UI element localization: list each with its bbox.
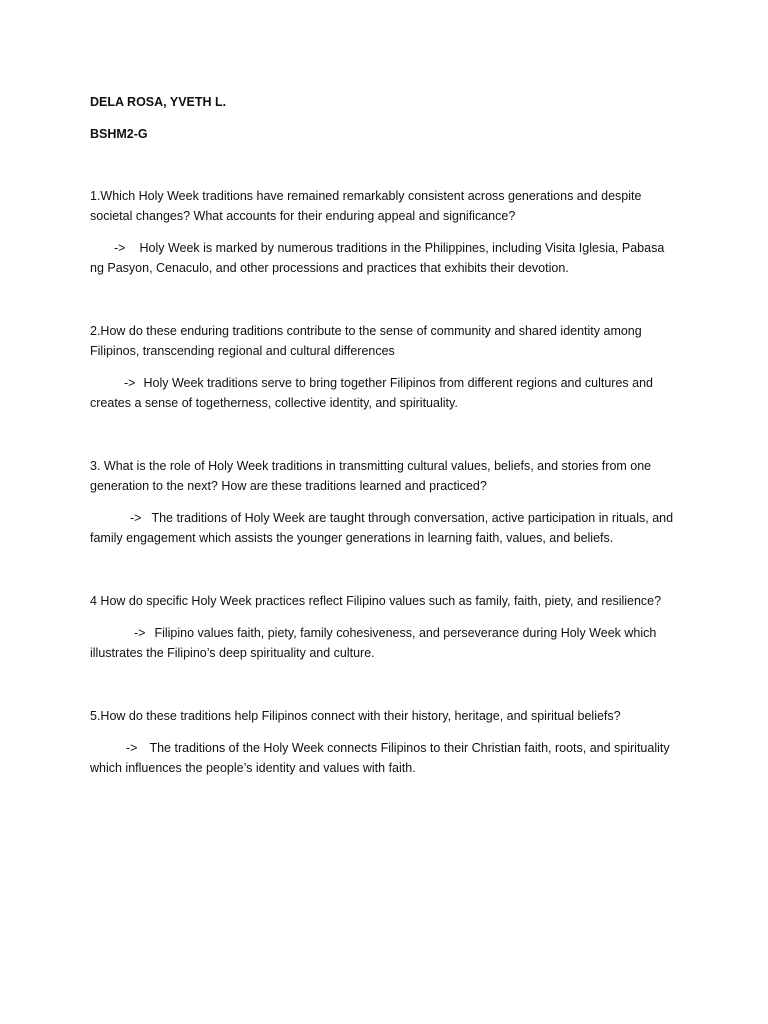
arrow-marker: -> <box>134 626 146 640</box>
question-2: 2.How do these enduring traditions contribute to the sense of community and shared identity among Filipinos, transcending regional and cultural differences <box>90 324 642 358</box>
arrow-marker: -> <box>126 741 138 755</box>
document-body <box>90 92 680 821</box>
qa-item-3 <box>90 456 680 548</box>
question-1: 1.Which Holy Week traditions have remained remarkably consistent across generations and despite societal changes? What accounts for their enduring appeal and significance? <box>90 189 642 223</box>
answer-5 <box>90 738 680 778</box>
answer-4 <box>90 623 680 663</box>
answer-text-3: The traditions of Holy Week are taught through conversation, active participation in rituals, and family engagement which assists the younger generations in learning faith, values, and beliefs. <box>90 511 674 545</box>
question-3: 3. What is the role of Holy Week traditions in transmitting cultural values, beliefs, and stories from one generation to the next? How are these traditions learned and practiced? <box>90 459 652 493</box>
arrow-marker: -> <box>130 511 142 525</box>
answer-text-5: The traditions of the Holy Week connects Filipinos to their Christian faith, roots, and spirituality which influences the people’s identity and values with faith. <box>90 741 670 775</box>
answer-text-1: Holy Week is marked by numerous traditions in the Philippines, including Visita Iglesia, Pabasa ng Pasyon, Cenaculo, and other processions and practices that exhibits their devotion. <box>90 241 665 275</box>
student-section: BSHM2-G <box>90 127 148 141</box>
qa-item-2 <box>90 321 680 413</box>
answer-2 <box>90 373 680 413</box>
student-name: DELA ROSA, YVETH L. <box>90 95 227 109</box>
qa-item-1 <box>90 186 680 278</box>
answer-3 <box>90 508 680 548</box>
answer-1 <box>90 238 680 278</box>
arrow-marker: -> <box>124 376 136 390</box>
question-4: 4 How do specific Holy Week practices reflect Filipino values such as family, faith, piety, and resilience? <box>90 594 662 608</box>
arrow-marker: -> <box>114 241 126 255</box>
answer-text-4: Filipino values faith, piety, family cohesiveness, and perseverance during Holy Week which illustrates the Filipino’s deep spirituality and culture. <box>90 626 657 660</box>
answer-text-2: Holy Week traditions serve to bring together Filipinos from different regions and cultures and creates a sense of togetherness, collective identity, and spirituality. <box>90 376 653 410</box>
question-5: 5.How do these traditions help Filipinos connect with their history, heritage, and spiritual beliefs? <box>90 709 621 723</box>
qa-item-5 <box>90 706 680 778</box>
qa-item-4 <box>90 591 680 663</box>
